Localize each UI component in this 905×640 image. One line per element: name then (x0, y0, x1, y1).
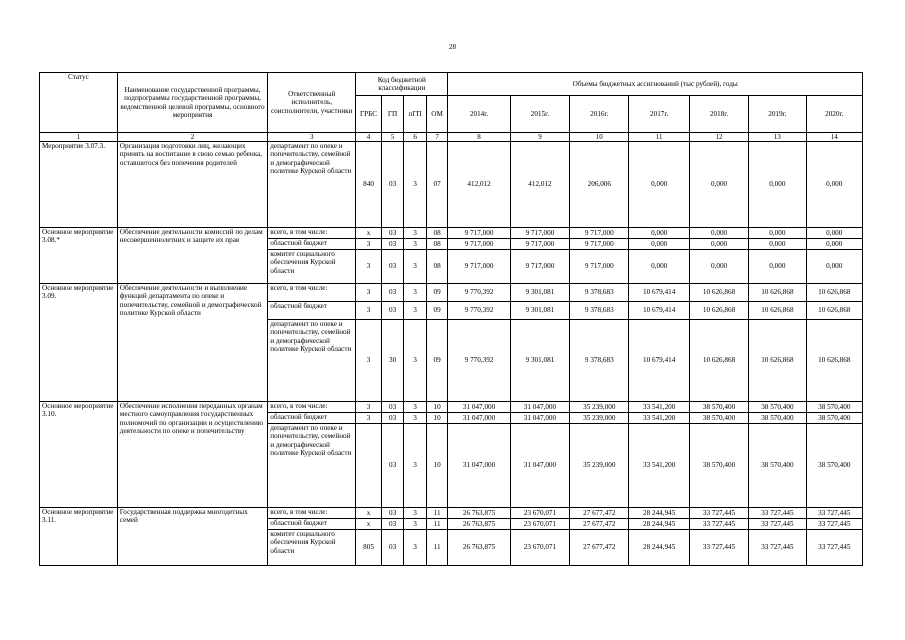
amount-cell: 9 717,000 (448, 250, 510, 284)
table-row (40, 402, 863, 413)
amount-cell: 27 677,472 (570, 530, 629, 566)
amount-cell: 31 047,000 (448, 402, 510, 413)
amount-cell: 9 770,392 (448, 284, 510, 302)
col-year-header: 2019г. (749, 96, 806, 133)
amount-cell: 31 047,000 (510, 424, 569, 508)
code-cell: 3 (404, 239, 427, 250)
amount-cell: 10 626,868 (806, 284, 862, 302)
amount-cell: 9 717,000 (510, 228, 569, 239)
amount-cell: 0,000 (749, 239, 806, 250)
amount-cell: 26 763,875 (448, 519, 510, 530)
amount-cell: 10 626,868 (689, 302, 748, 320)
col-executor-header: Ответственный исполнитель, соисполнители, участники (268, 73, 356, 133)
column-number: 1 (40, 133, 118, 142)
amount-cell: 33 727,445 (749, 530, 806, 566)
code-cell: 3 (404, 402, 427, 413)
name-cell: Обеспечение деятельности комиссий по делам несовершеннолетних и защите их прав (117, 228, 267, 284)
code-cell: 3 (404, 530, 427, 566)
amount-cell: 38 570,400 (689, 402, 748, 413)
amount-cell: 0,000 (749, 250, 806, 284)
amount-cell: 38 570,400 (749, 424, 806, 508)
code-cell: 3 (356, 413, 382, 424)
code-cell: 03 (381, 508, 404, 519)
column-number: 9 (510, 133, 569, 142)
code-cell: 10 (426, 424, 447, 508)
amount-cell: 33 727,445 (806, 508, 862, 519)
amount-cell: 23 670,071 (510, 530, 569, 566)
code-cell: х (356, 519, 382, 530)
col-grbs-header: ГРБС (356, 96, 382, 133)
amount-cell: 33 541,200 (629, 413, 689, 424)
code-cell: 09 (426, 284, 447, 302)
executor-cell: областной бюджет (268, 519, 356, 530)
col-year-header: 2014г. (448, 96, 510, 133)
executor-cell: всего, в том числе: (268, 508, 356, 519)
amount-cell: 9 301,081 (510, 302, 569, 320)
column-number: 8 (448, 133, 510, 142)
code-cell: 3 (404, 142, 427, 228)
amount-cell: 23 670,071 (510, 508, 569, 519)
executor-cell: всего, в том числе: (268, 228, 356, 239)
amount-cell: 10 626,868 (806, 320, 862, 402)
code-cell: х (356, 508, 382, 519)
col-code-group-header: Код бюджетной классификации (356, 73, 448, 96)
code-cell: 3 (404, 302, 427, 320)
code-cell: 3 (404, 228, 427, 239)
code-cell: 08 (426, 250, 447, 284)
amount-cell: 9 770,392 (448, 302, 510, 320)
amount-cell: 412,012 (510, 142, 569, 228)
code-cell: 03 (381, 142, 404, 228)
code-cell: 3 (404, 320, 427, 402)
col-year-header: 2016г. (570, 96, 629, 133)
amount-cell: 412,012 (448, 142, 510, 228)
amount-cell: 206,006 (570, 142, 629, 228)
amount-cell: 26 763,875 (448, 508, 510, 519)
amount-cell: 9 717,000 (570, 239, 629, 250)
amount-cell: 31 047,000 (448, 424, 510, 508)
column-number: 11 (629, 133, 689, 142)
col-gp-header: ГП (381, 96, 404, 133)
code-cell: 30 (381, 320, 404, 402)
column-numbers-row (40, 133, 863, 142)
executor-cell: департамент по опеке и попечительству, семейной и демографической политике Курской области (268, 424, 356, 508)
amount-cell: 9 717,000 (448, 228, 510, 239)
amount-cell: 0,000 (689, 228, 748, 239)
col-year-header: 2017г. (629, 96, 689, 133)
code-cell: 03 (381, 530, 404, 566)
executor-cell: комитет социального обеспечения Курской области (268, 250, 356, 284)
amount-cell: 0,000 (749, 228, 806, 239)
code-cell: 3 (356, 250, 382, 284)
amount-cell: 9 378,683 (570, 284, 629, 302)
column-number: 14 (806, 133, 862, 142)
amount-cell: 0,000 (689, 239, 748, 250)
executor-cell: областной бюджет (268, 302, 356, 320)
amount-cell: 31 047,000 (448, 413, 510, 424)
executor-cell: комитет социального обеспечения Курской области (268, 530, 356, 566)
code-cell: 03 (381, 284, 404, 302)
amount-cell: 26 763,875 (448, 530, 510, 566)
amount-cell: 10 626,868 (689, 284, 748, 302)
column-number: 2 (117, 133, 267, 142)
table-row (40, 142, 863, 228)
amount-cell: 31 047,000 (510, 413, 569, 424)
code-cell: 11 (426, 530, 447, 566)
code-cell: 840 (356, 142, 382, 228)
amount-cell: 9 301,081 (510, 320, 569, 402)
status-cell: Основное мероприятие 3.10. (40, 402, 118, 508)
amount-cell: 9 378,683 (570, 320, 629, 402)
amount-cell: 35 239,000 (570, 413, 629, 424)
code-cell: 09 (426, 302, 447, 320)
amount-cell: 33 727,445 (689, 530, 748, 566)
col-volume-group-header: Объемы бюджетных ассигнований (тыс рублей), годы (448, 73, 863, 96)
code-cell: 03 (381, 228, 404, 239)
amount-cell: 0,000 (806, 250, 862, 284)
table-row (40, 228, 863, 239)
amount-cell: 10 626,868 (749, 302, 806, 320)
amount-cell: 38 570,400 (749, 402, 806, 413)
code-cell: 09 (426, 320, 447, 402)
amount-cell: 38 570,400 (689, 413, 748, 424)
col-year-header: 2018г. (689, 96, 748, 133)
amount-cell: 23 670,071 (510, 519, 569, 530)
amount-cell: 33 541,200 (629, 402, 689, 413)
code-cell: 3 (404, 284, 427, 302)
executor-cell: всего, в том числе: (268, 284, 356, 302)
amount-cell: 9 717,000 (570, 250, 629, 284)
status-cell: Основное мероприятие 3.11. (40, 508, 118, 566)
code-cell: 11 (426, 508, 447, 519)
amount-cell: 38 570,400 (806, 402, 862, 413)
amount-cell: 0,000 (689, 142, 748, 228)
amount-cell: 0,000 (629, 239, 689, 250)
table-body (40, 142, 863, 566)
code-cell: 3 (356, 320, 382, 402)
column-number: 7 (426, 133, 447, 142)
code-cell: 03 (381, 239, 404, 250)
column-number: 10 (570, 133, 629, 142)
amount-cell: 28 244,945 (629, 530, 689, 566)
code-cell: 3 (404, 424, 427, 508)
name-cell: Обеспечение исполнения переданных органам местного самоуправления государственных полномочий по организации и осуществлению деятельности по опеке и попечительству (117, 402, 267, 508)
name-cell: Государственная поддержка многодетных семей (117, 508, 267, 566)
executor-cell: всего, в том числе: (268, 402, 356, 413)
code-cell: 3 (356, 302, 382, 320)
amount-cell: 27 677,472 (570, 508, 629, 519)
code-cell: 11 (426, 519, 447, 530)
code-cell: 805 (356, 530, 382, 566)
code-cell: 08 (426, 239, 447, 250)
amount-cell: 33 727,445 (749, 508, 806, 519)
amount-cell: 33 727,445 (806, 519, 862, 530)
amount-cell: 9 770,392 (448, 320, 510, 402)
amount-cell: 10 679,414 (629, 284, 689, 302)
amount-cell: 0,000 (749, 142, 806, 228)
amount-cell: 0,000 (806, 142, 862, 228)
amount-cell: 0,000 (806, 239, 862, 250)
code-cell: 3 (404, 508, 427, 519)
amount-cell: 28 244,945 (629, 508, 689, 519)
code-cell: 10 (426, 413, 447, 424)
amount-cell: 9 301,081 (510, 284, 569, 302)
code-cell: 03 (381, 424, 404, 508)
amount-cell: 9 717,000 (570, 228, 629, 239)
executor-cell: департамент по опеке и попечительству, семейной и демографической политике Курской области (268, 142, 356, 228)
code-cell: 3 (356, 284, 382, 302)
code-cell: 03 (381, 519, 404, 530)
code-cell: 07 (426, 142, 447, 228)
amount-cell: 9 717,000 (448, 239, 510, 250)
code-cell: 3 (356, 239, 382, 250)
column-number: 4 (356, 133, 382, 142)
executor-cell: областной бюджет (268, 413, 356, 424)
executor-cell: департамент по опеке и попечительству, семейной и демографической политике Курской области (268, 320, 356, 402)
name-cell: Обеспечение деятельности и выполнение функций департамента по опеке и попечительству, семейной и демографической политике Курской области (117, 284, 267, 402)
col-name-header: Наименование государственной программы, подпрограммы государственной программы, ведомственной целевой программы, основного мероприятия (117, 73, 267, 133)
column-number: 13 (749, 133, 806, 142)
amount-cell: 10 626,868 (806, 302, 862, 320)
table-row (40, 508, 863, 519)
column-number: 3 (268, 133, 356, 142)
amount-cell: 9 378,683 (570, 302, 629, 320)
col-status-header: Статус (40, 73, 118, 133)
amount-cell: 10 626,868 (689, 320, 748, 402)
amount-cell: 38 570,400 (806, 413, 862, 424)
code-cell: 10 (426, 402, 447, 413)
status-cell: Мероприятие 3.07.3. (40, 142, 118, 228)
status-cell: Основное мероприятие 3.09. (40, 284, 118, 402)
col-pgp-header: пГП (404, 96, 427, 133)
amount-cell: 9 717,000 (510, 239, 569, 250)
col-om-header: ОМ (426, 96, 447, 133)
amount-cell: 27 677,472 (570, 519, 629, 530)
amount-cell: 35 239,000 (570, 402, 629, 413)
code-cell: 3 (404, 250, 427, 284)
code-cell: 08 (426, 228, 447, 239)
amount-cell: 31 047,000 (510, 402, 569, 413)
amount-cell: 0,000 (806, 228, 862, 239)
amount-cell: 33 727,445 (689, 519, 748, 530)
amount-cell: 0,000 (629, 250, 689, 284)
code-cell: 03 (381, 302, 404, 320)
amount-cell: 33 727,445 (689, 508, 748, 519)
page-number: 28 (449, 43, 456, 51)
column-number: 12 (689, 133, 748, 142)
amount-cell: 38 570,400 (806, 424, 862, 508)
amount-cell: 28 244,945 (629, 519, 689, 530)
code-cell: 3 (404, 519, 427, 530)
amount-cell: 0,000 (629, 142, 689, 228)
amount-cell: 9 717,000 (510, 250, 569, 284)
status-cell: Основное мероприятие 3.08.* (40, 228, 118, 284)
amount-cell: 10 626,868 (749, 320, 806, 402)
name-cell: Организация подготовки лиц, желающих принять на воспитание в свою семью ребенка, оставшегося без попечения родителей (117, 142, 267, 228)
budget-table (39, 72, 863, 566)
col-year-header: 2020г. (806, 96, 862, 133)
header-row (40, 73, 863, 96)
amount-cell: 33 541,200 (629, 424, 689, 508)
amount-cell: 38 570,400 (749, 413, 806, 424)
column-number: 6 (404, 133, 427, 142)
code-cell: 03 (381, 413, 404, 424)
code-cell (356, 424, 382, 508)
amount-cell: 0,000 (629, 228, 689, 239)
amount-cell: 33 727,445 (749, 519, 806, 530)
amount-cell: 0,000 (689, 250, 748, 284)
amount-cell: 35 239,000 (570, 424, 629, 508)
amount-cell: 38 570,400 (689, 424, 748, 508)
table-row (40, 284, 863, 302)
amount-cell: 10 679,414 (629, 320, 689, 402)
col-year-header: 2015г. (510, 96, 569, 133)
executor-cell: областной бюджет (268, 239, 356, 250)
amount-cell: 10 626,868 (749, 284, 806, 302)
code-cell: х (356, 228, 382, 239)
code-cell: 03 (381, 250, 404, 284)
amount-cell: 10 679,414 (629, 302, 689, 320)
amount-cell: 33 727,445 (806, 530, 862, 566)
code-cell: 03 (381, 402, 404, 413)
code-cell: 3 (404, 413, 427, 424)
code-cell: 3 (356, 402, 382, 413)
column-number: 5 (381, 133, 404, 142)
